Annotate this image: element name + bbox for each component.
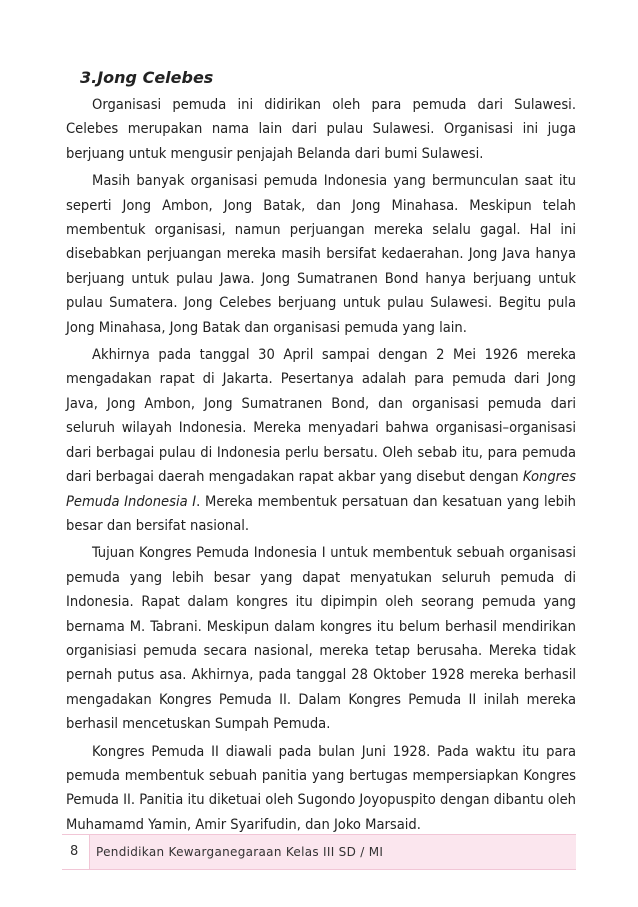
page-number: 8 [70, 844, 79, 859]
section-heading: 3.Jong Celebes [80, 68, 214, 87]
paragraph-3-text-end: . Mereka membentuk persatuan dan kesatuan yang lebih besar dan bersifat nasional. [66, 492, 576, 534]
body-text [66, 93, 576, 840]
page-footer [62, 834, 576, 870]
paragraph-3 [66, 343, 576, 538]
page-number-box [62, 835, 90, 869]
book-title: Pendidikan Kewarganegaraan Kelas III SD / MI [96, 845, 384, 859]
paragraph-2: Masih banyak organisasi pemuda Indonesia yang bermunculan saat itu seperti Jong Ambon, Jong Batak, dan Jong Minahasa. Meskipun telah membentuk organisasi, namun perjuangan mereka selalu gagal. Hal ini disebabkan perjuangan mereka masih bersifat kedaerahan. Jong Java hanya berjuang untuk pulau Jawa. Jong Sumatranen Bond hanya berjuang untuk pulau Sumatera. Jong Celebes berjuang untuk pulau Sulawesi. Begitu pula Jong Minahasa, Jong Batak dan organisasi pemuda yang lain. [66, 172, 576, 336]
congress-name-italic: Kongres Pemuda Indonesia I [66, 468, 576, 510]
paragraph-1: Organisasi pemuda ini didirikan oleh para pemuda dari Sulawesi. Celebes merupakan nama lain dari pulau Sulawesi. Organisasi ini juga berjuang untuk mengusir penjajah Belanda dari bumi Sulawesi. [66, 96, 576, 162]
paragraph-3-text-start: Akhirnya pada tanggal 30 April sampai dengan 2 Mei 1926 mereka mengadakan rapat di Jakarta. Pesertanya adalah para pemuda dari Jong Java, Jong Ambon, Jong Sumatranen Bond, dan organisasi pemuda dari seluruh wilayah Indonesia. Mereka menyadari bahwa organisasi–organisasi dari berbagai pulau di Indonesia perlu bersatu. Oleh sebab itu, para pemuda dari berbagai daerah mengadakan rapat akbar yang disebut dengan [66, 346, 576, 486]
paragraph-4: Tujuan Kongres Pemuda Indonesia I untuk membentuk sebuah organisasi pemuda yang lebih besar yang dapat menyatukan seluruh pemuda di Indonesia. Rapat dalam kongres itu dipimpin oleh seorang pemuda yang bernama M. Tabrani. Meskipun dalam kongres itu belum berhasil mendirikan organisiasi pemuda secara nasional, mereka tetap berusaha. Mereka tidak pernah putus asa. Akhirnya, pada tanggal 28 Oktober 1928 mereka berhasil mengadakan Kongres Pemuda II. Dalam Kongres Pemuda II inilah mereka berhasil mencetuskan Sumpah Pemuda. [66, 544, 576, 733]
paragraph-5: Kongres Pemuda II diawali pada bulan Juni 1928. Pada waktu itu para pemuda membentuk sebuah panitia yang bertugas mempersiapkan Kongres Pemuda II. Panitia itu diketuai oleh Sugondo Joyopuspito dengan dibantu oleh Muhamamd Yamin, Amir Syarifudin, dan Joko Marsaid. [66, 742, 576, 833]
